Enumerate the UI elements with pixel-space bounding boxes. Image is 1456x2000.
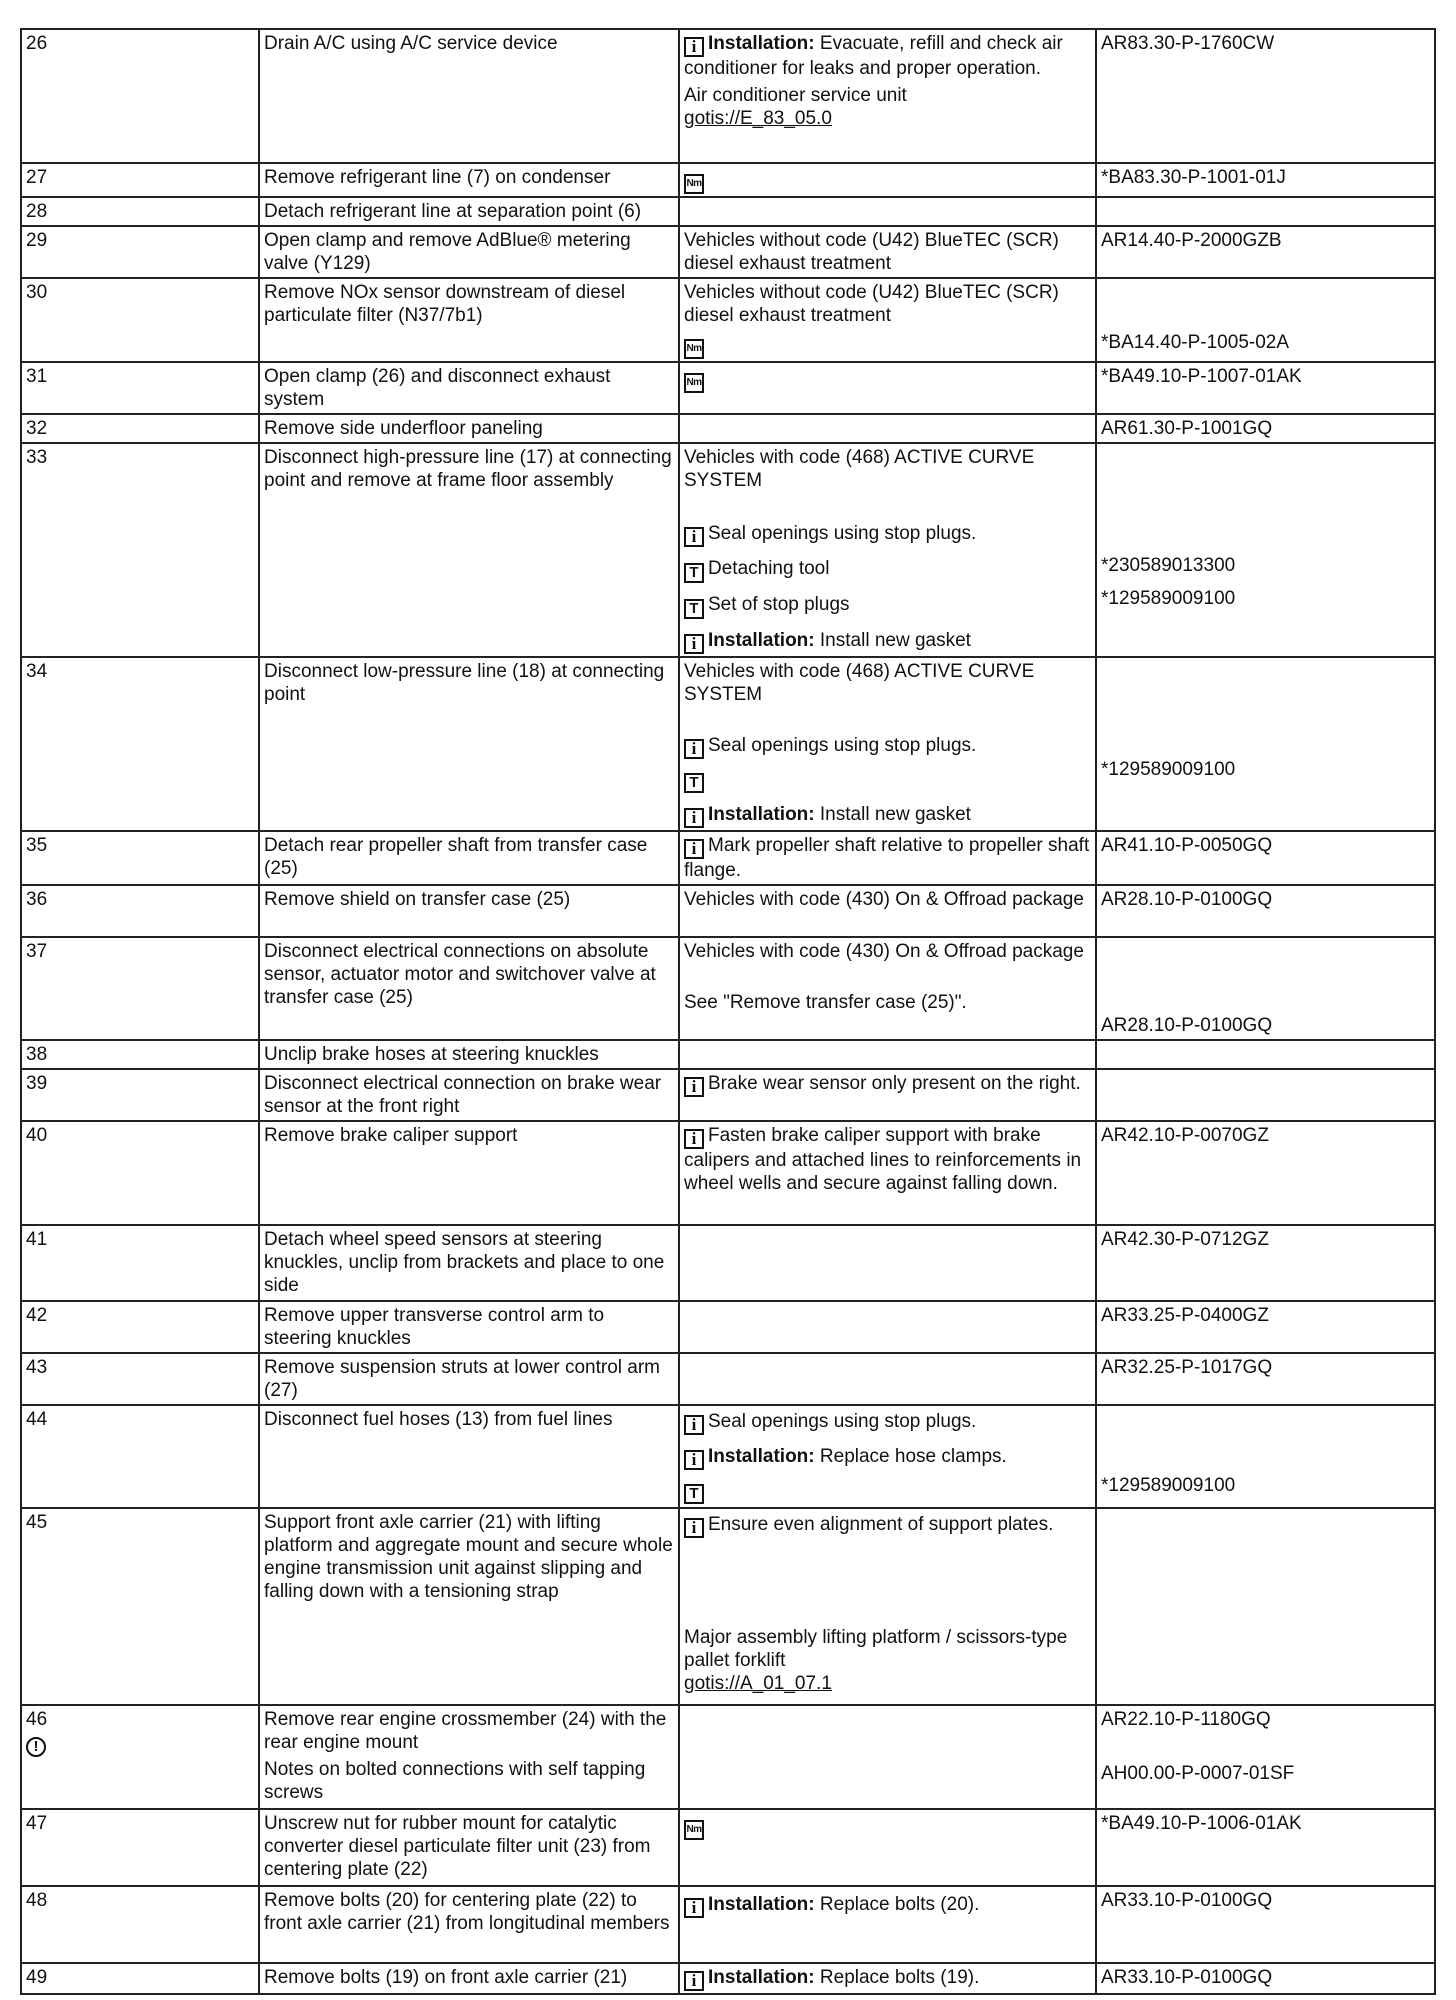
step-notes: i Installation: Evacuate, refill and check air conditioner for leaks and proper operation. Air conditioner service unit gotis://E_83_05.0 (679, 29, 1096, 163)
step-number: 29 (21, 226, 259, 278)
table-row (21, 1508, 1435, 1705)
step-notes (679, 414, 1096, 443)
step-number: 37 (21, 937, 259, 1040)
table-row (21, 197, 1435, 226)
step-notes: i Installation: Replace bolts (20). (679, 1886, 1096, 1963)
info-icon: i (684, 1415, 704, 1435)
table-row (21, 278, 1435, 362)
step-number: 35 (21, 831, 259, 885)
step-action: Remove suspension struts at lower control arm (27) (259, 1353, 679, 1405)
step-action: Open clamp and remove AdBlue® metering valve (Y129) (259, 226, 679, 278)
step-number: 32 (21, 414, 259, 443)
reference-code[interactable]: AR61.30-P-1001GQ (1096, 414, 1435, 443)
table-row (21, 1809, 1435, 1886)
reference-code: *129589009100 (1096, 657, 1435, 831)
table-row (21, 1121, 1435, 1225)
reference-code: *BA14.40-P-1005-02A (1096, 278, 1435, 362)
info-icon: i (684, 839, 704, 859)
step-action: Remove NOx sensor downstream of diesel particulate filter (N37/7b1) (259, 278, 679, 362)
table-row (21, 657, 1435, 831)
step-action: Disconnect electrical connections on absolute sensor, actuator motor and switchover valve at transfer case (25) (259, 937, 679, 1040)
step-action: Remove side underfloor paneling (259, 414, 679, 443)
info-icon: i (684, 37, 704, 57)
table-row (21, 1225, 1435, 1301)
info-icon: i (684, 634, 704, 654)
step-action: Detach refrigerant line at separation point (6) (259, 197, 679, 226)
step-action: Open clamp (26) and disconnect exhaust system (259, 362, 679, 414)
special-tool-icon[interactable]: T (684, 1484, 704, 1504)
step-action: Remove rear engine crossmember (24) with the rear engine mount Notes on bolted connections with self tapping screws (259, 1705, 679, 1809)
step-number: 48 (21, 1886, 259, 1963)
step-notes (679, 1705, 1096, 1809)
step-action: Disconnect low-pressure line (18) at connecting point (259, 657, 679, 831)
step-number: 36 (21, 885, 259, 937)
step-action: Disconnect fuel hoses (13) from fuel lines (259, 1405, 679, 1508)
table-row (21, 831, 1435, 885)
reference-code[interactable]: AR33.10-P-0100GQ (1096, 1886, 1435, 1963)
table-row (21, 1886, 1435, 1963)
step-number: 38 (21, 1040, 259, 1069)
table-row (21, 1069, 1435, 1121)
step-notes: i Seal openings using stop plugs. i Installation: Replace hose clamps. T (679, 1405, 1096, 1508)
step-notes (679, 1040, 1096, 1069)
step-action: Remove bolts (20) for centering plate (22) to front axle carrier (21) from longitudinal members (259, 1886, 679, 1963)
step-number: 45 (21, 1508, 259, 1705)
table-row (21, 1705, 1435, 1809)
info-icon: i (684, 527, 704, 547)
info-icon: i (684, 1450, 704, 1470)
step-notes (679, 163, 1096, 197)
step-notes: i Ensure even alignment of support plates. Major assembly lifting platform / scissors-type pallet forklift gotis://A_01_07.1 (679, 1508, 1096, 1705)
torque-icon[interactable]: Nm (684, 373, 704, 393)
reference-code[interactable]: *BA49.10-P-1007-01AK (1096, 362, 1435, 414)
info-icon: i (684, 1971, 704, 1991)
step-action: Remove bolts (19) on front axle carrier (21) (259, 1963, 679, 1994)
step-notes (679, 197, 1096, 226)
reference-code[interactable]: AR32.25-P-1017GQ (1096, 1353, 1435, 1405)
step-number: 33 (21, 443, 259, 657)
reference-code: AR22.10-P-1180GQ AH00.00-P-0007-01SF (1096, 1705, 1435, 1809)
reference-code[interactable]: AR42.30-P-0712GZ (1096, 1225, 1435, 1301)
step-notes (679, 362, 1096, 414)
step-notes: Vehicles without code (U42) BlueTEC (SCR) diesel exhaust treatment Nm (679, 278, 1096, 362)
step-number: 42 (21, 1301, 259, 1353)
reference-code: *129589009100 (1096, 1405, 1435, 1508)
table-row (21, 1405, 1435, 1508)
table-row (21, 937, 1435, 1040)
step-notes: i Fasten brake caliper support with brake calipers and attached lines to reinforcements in wheel wells and secure against falling down. (679, 1121, 1096, 1225)
reference-code (1096, 197, 1435, 226)
step-notes (679, 1301, 1096, 1353)
reference-code[interactable]: *BA49.10-P-1006-01AK (1096, 1809, 1435, 1886)
info-icon: i (684, 1518, 704, 1538)
table-row (21, 414, 1435, 443)
table-row (21, 1301, 1435, 1353)
reference-code[interactable]: AR42.10-P-0070GZ (1096, 1121, 1435, 1225)
document-link[interactable]: gotis://A_01_07.1 (684, 1673, 832, 1694)
torque-icon[interactable]: Nm (684, 339, 704, 359)
step-action: Drain A/C using A/C service device (259, 29, 679, 163)
reference-code[interactable]: AR41.10-P-0050GQ (1096, 831, 1435, 885)
step-action: Support front axle carrier (21) with lifting platform and aggregate mount and secure whole engine transmission unit against slipping and falling down with a tensioning strap (259, 1508, 679, 1705)
step-number: 27 (21, 163, 259, 197)
table-row (21, 1963, 1435, 1994)
document-link[interactable]: gotis://E_83_05.0 (684, 108, 832, 129)
step-notes: Vehicles with code (430) On & Offroad package See "Remove transfer case (25)". (679, 937, 1096, 1040)
table-row (21, 226, 1435, 278)
step-action: Remove upper transverse control arm to steering knuckles (259, 1301, 679, 1353)
step-action: Detach wheel speed sensors at steering knuckles, unclip from brackets and place to one side (259, 1225, 679, 1301)
step-number: 47 (21, 1809, 259, 1886)
reference-code: *230589013300 *129589009100 (1096, 443, 1435, 657)
reference-code[interactable]: AR14.40-P-2000GZB (1096, 226, 1435, 278)
step-notes (679, 1809, 1096, 1886)
special-tool-icon[interactable]: T (684, 563, 704, 583)
reference-code (1096, 1508, 1435, 1705)
step-notes (679, 1225, 1096, 1301)
table-row (21, 443, 1435, 657)
procedure-table (20, 28, 1436, 1995)
step-action: Remove brake caliper support (259, 1121, 679, 1225)
step-action: Disconnect electrical connection on brake wear sensor at the front right (259, 1069, 679, 1121)
step-notes: i Mark propeller shaft relative to propeller shaft flange. (679, 831, 1096, 885)
step-action: Disconnect high-pressure line (17) at connecting point and remove at frame floor assembly (259, 443, 679, 657)
table-row (21, 885, 1435, 937)
reference-code (1096, 1040, 1435, 1069)
table-row (21, 163, 1435, 197)
step-notes: i Installation: Replace bolts (19). (679, 1963, 1096, 1994)
reference-code[interactable]: *BA83.30-P-1001-01J (1096, 163, 1435, 197)
warning-icon: ! (26, 1737, 46, 1757)
torque-icon[interactable]: Nm (684, 1820, 704, 1840)
step-action: Unscrew nut for rubber mount for catalytic converter diesel particulate filter unit (23) from centering plate (22) (259, 1809, 679, 1886)
reference-code (1096, 1069, 1435, 1121)
special-tool-icon[interactable]: T (684, 599, 704, 619)
step-number: 30 (21, 278, 259, 362)
step-notes: Vehicles without code (U42) BlueTEC (SCR) diesel exhaust treatment (679, 226, 1096, 278)
step-number: 40 (21, 1121, 259, 1225)
table-row (21, 29, 1435, 163)
step-number: 39 (21, 1069, 259, 1121)
step-action: Detach rear propeller shaft from transfer case (25) (259, 831, 679, 885)
step-action: Unclip brake hoses at steering knuckles (259, 1040, 679, 1069)
step-action: Remove shield on transfer case (25) (259, 885, 679, 937)
step-notes: Vehicles with code (430) On & Offroad package (679, 885, 1096, 937)
special-tool-icon[interactable]: T (684, 773, 704, 793)
reference-code[interactable]: AR83.30-P-1760CW (1096, 29, 1435, 163)
step-number: 28 (21, 197, 259, 226)
step-number: 44 (21, 1405, 259, 1508)
step-notes: Vehicles with code (468) ACTIVE CURVE SYSTEM i Seal openings using stop plugs. T i Installation: Install new gasket (679, 657, 1096, 831)
step-action: Remove refrigerant line (7) on condenser (259, 163, 679, 197)
info-icon: i (684, 1898, 704, 1918)
reference-code[interactable]: AR28.10-P-0100GQ (1096, 885, 1435, 937)
step-notes (679, 1353, 1096, 1405)
step-number: 46 ! (21, 1705, 259, 1809)
procedure-document (20, 28, 1434, 1995)
reference-code[interactable]: AR33.25-P-0400GZ (1096, 1301, 1435, 1353)
step-notes: Vehicles with code (468) ACTIVE CURVE SYSTEM i Seal openings using stop plugs. T Detaching tool T Set of stop plugs i Installation: Install new gasket (679, 443, 1096, 657)
reference-code: AR28.10-P-0100GQ (1096, 937, 1435, 1040)
info-icon: i (684, 1077, 704, 1097)
step-number: 31 (21, 362, 259, 414)
step-number: 49 (21, 1963, 259, 1994)
step-number: 26 (21, 29, 259, 163)
table-row (21, 1353, 1435, 1405)
info-icon: i (684, 739, 704, 759)
step-number: 41 (21, 1225, 259, 1301)
reference-code[interactable]: AR33.10-P-0100GQ (1096, 1963, 1435, 1994)
step-number: 34 (21, 657, 259, 831)
info-icon: i (684, 808, 704, 828)
table-row (21, 1040, 1435, 1069)
step-number: 43 (21, 1353, 259, 1405)
table-row (21, 362, 1435, 414)
torque-icon[interactable]: Nm (684, 174, 704, 194)
step-notes: i Brake wear sensor only present on the right. (679, 1069, 1096, 1121)
info-icon: i (684, 1129, 704, 1149)
